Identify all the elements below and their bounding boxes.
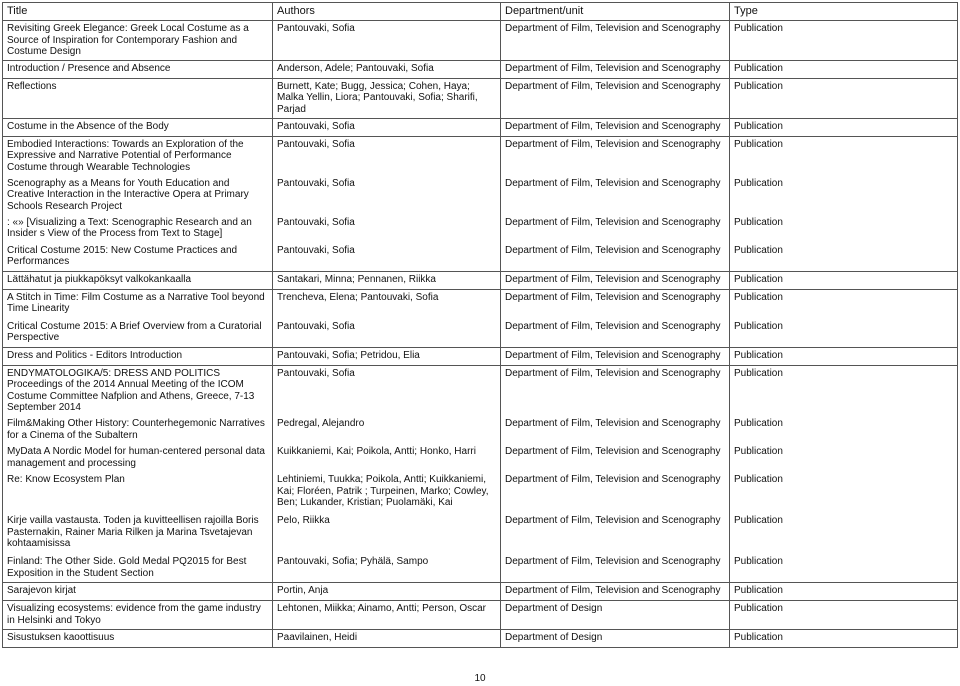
column-header-department: Department/unit: [501, 3, 730, 21]
cell-type: Publication: [730, 271, 958, 289]
cell-authors: Portin, Anja: [273, 582, 501, 600]
cell-authors: Pantouvaki, Sofia: [273, 319, 501, 348]
cell-department: Department of Film, Television and Scenography: [501, 319, 730, 348]
cell-department: Department of Film, Television and Scenography: [501, 472, 730, 513]
table-row: [3, 271, 958, 289]
table-header-row: [3, 3, 958, 21]
cell-title: Sarajevon kirjat: [3, 582, 273, 600]
cell-type: Publication: [730, 513, 958, 554]
cell-authors: Pantouvaki, Sofia: [273, 243, 501, 272]
cell-department: Department of Film, Television and Scenography: [501, 289, 730, 319]
cell-department: Department of Design: [501, 629, 730, 647]
cell-type: Publication: [730, 136, 958, 176]
cell-authors: Kuikkaniemi, Kai; Poikola, Antti; Honko, Harri: [273, 444, 501, 472]
cell-type: Publication: [730, 444, 958, 472]
table-row: [3, 289, 958, 319]
cell-type: Publication: [730, 60, 958, 78]
cell-department: Department of Film, Television and Scenography: [501, 554, 730, 583]
cell-department: Department of Film, Television and Scenography: [501, 21, 730, 61]
cell-type: Publication: [730, 215, 958, 243]
cell-authors: Lehtonen, Miikka; Ainamo, Antti; Person, Oscar: [273, 600, 501, 629]
table-row: [3, 215, 958, 243]
cell-title: Kirje vailla vastausta. Toden ja kuvitteellisen rajoilla Boris Pasternakin, Rainer Maria Rilken ja Marina Tsvetajevan kohtaamisissa: [3, 513, 273, 554]
cell-department: Department of Film, Television and Scenography: [501, 78, 730, 118]
cell-title: Critical Costume 2015: A Brief Overview from a Curatorial Perspective: [3, 319, 273, 348]
cell-department: Department of Film, Television and Scenography: [501, 444, 730, 472]
cell-authors: Burnett, Kate; Bugg, Jessica; Cohen, Haya; Malka Yellin, Liora; Pantouvaki, Sofia; Sharifi, Parjad: [273, 78, 501, 118]
cell-title: Visualizing ecosystems: evidence from the game industry in Helsinki and Tokyo: [3, 600, 273, 629]
cell-type: Publication: [730, 582, 958, 600]
cell-department: Department of Film, Television and Scenography: [501, 118, 730, 136]
cell-department: Department of Film, Television and Scenography: [501, 176, 730, 215]
table-row: [3, 319, 958, 348]
table-row: [3, 176, 958, 215]
cell-department: Department of Film, Television and Scenography: [501, 416, 730, 444]
publications-table: [2, 2, 958, 648]
cell-type: Publication: [730, 118, 958, 136]
cell-type: Publication: [730, 365, 958, 416]
cell-authors: Pantouvaki, Sofia: [273, 176, 501, 215]
cell-authors: Pedregal, Alejandro: [273, 416, 501, 444]
cell-authors: Pelo, Riikka: [273, 513, 501, 554]
cell-title: MyData A Nordic Model for human-centered personal data management and processing: [3, 444, 273, 472]
cell-authors: Pantouvaki, Sofia: [273, 118, 501, 136]
cell-type: Publication: [730, 347, 958, 365]
cell-title: Embodied Interactions: Towards an Exploration of the Expressive and Narrative Potential of Performance Costume through Wearable Technologies: [3, 136, 273, 176]
cell-type: Publication: [730, 472, 958, 513]
cell-type: Publication: [730, 416, 958, 444]
cell-authors: Pantouvaki, Sofia; Petridou, Elia: [273, 347, 501, 365]
cell-department: Department of Film, Television and Scenography: [501, 136, 730, 176]
cell-title: : «» [Visualizing a Text: Scenographic Research and an Insider s View of the Process from Text to Stage]: [3, 215, 273, 243]
cell-department: Department of Film, Television and Scenography: [501, 582, 730, 600]
cell-department: Department of Film, Television and Scenography: [501, 243, 730, 272]
cell-title: ENDYMATOLOGIKA/5: DRESS AND POLITICS Proceedings of the 2014 Annual Meeting of the ICOM Costume Committee Nafplion and Athens, Greece, 7-13 September 2014: [3, 365, 273, 416]
page-number: 10: [474, 673, 486, 684]
table-row: [3, 600, 958, 629]
cell-type: Publication: [730, 600, 958, 629]
cell-title: Critical Costume 2015: New Costume Practices and Performances: [3, 243, 273, 272]
table-row: [3, 472, 958, 513]
cell-title: Reflections: [3, 78, 273, 118]
cell-title: Introduction / Presence and Absence: [3, 60, 273, 78]
cell-title: Costume in the Absence of the Body: [3, 118, 273, 136]
cell-authors: Pantouvaki, Sofia; Pyhälä, Sampo: [273, 554, 501, 583]
cell-department: Department of Film, Television and Scenography: [501, 513, 730, 554]
cell-department: Department of Film, Television and Scenography: [501, 60, 730, 78]
cell-title: A Stitch in Time: Film Costume as a Narrative Tool beyond Time Linearity: [3, 289, 273, 319]
cell-title: Film&Making Other History: Counterhegemonic Narratives for a Cinema of the Subaltern: [3, 416, 273, 444]
table-row: [3, 416, 958, 444]
cell-title: Re: Know Ecosystem Plan: [3, 472, 273, 513]
table-row: [3, 365, 958, 416]
cell-type: Publication: [730, 21, 958, 61]
table-row: [3, 582, 958, 600]
table-row: [3, 444, 958, 472]
cell-department: Department of Film, Television and Scenography: [501, 365, 730, 416]
cell-title: Scenography as a Means for Youth Education and Creative Interaction in the Interactive Opera at Primary Schools Research Project: [3, 176, 273, 215]
cell-authors: Lehtiniemi, Tuukka; Poikola, Antti; Kuikkaniemi, Kai; Floréen, Patrik ; Turpeinen, Marko; Cowley, Ben; Lukander, Kristian; Puolamäki, Kai: [273, 472, 501, 513]
table-row: [3, 118, 958, 136]
cell-authors: Pantouvaki, Sofia: [273, 365, 501, 416]
column-header-authors: Authors: [273, 3, 501, 21]
column-header-title: Title: [3, 3, 273, 21]
cell-title: Finland: The Other Side. Gold Medal PQ2015 for Best Exposition in the Student Section: [3, 554, 273, 583]
cell-type: Publication: [730, 78, 958, 118]
cell-type: Publication: [730, 289, 958, 319]
cell-authors: Anderson, Adele; Pantouvaki, Sofia: [273, 60, 501, 78]
cell-type: Publication: [730, 554, 958, 583]
cell-department: Department of Film, Television and Scenography: [501, 215, 730, 243]
table-row: [3, 60, 958, 78]
table-row: [3, 629, 958, 647]
cell-type: Publication: [730, 176, 958, 215]
cell-title: Lättähatut ja piukkapöksyt valkokankaalla: [3, 271, 273, 289]
cell-type: Publication: [730, 319, 958, 348]
table-row: [3, 243, 958, 272]
cell-title: Dress and Politics - Editors Introduction: [3, 347, 273, 365]
cell-authors: Santakari, Minna; Pennanen, Riikka: [273, 271, 501, 289]
table-row: [3, 78, 958, 118]
cell-department: Department of Design: [501, 600, 730, 629]
cell-type: Publication: [730, 243, 958, 272]
table-row: [3, 513, 958, 554]
table-row: [3, 347, 958, 365]
table-row: [3, 136, 958, 176]
cell-authors: Pantouvaki, Sofia: [273, 21, 501, 61]
cell-type: Publication: [730, 629, 958, 647]
cell-authors: Pantouvaki, Sofia: [273, 215, 501, 243]
cell-authors: Pantouvaki, Sofia: [273, 136, 501, 176]
cell-authors: Paavilainen, Heidi: [273, 629, 501, 647]
column-header-type: Type: [730, 3, 958, 21]
cell-title: Sisustuksen kaoottisuus: [3, 629, 273, 647]
cell-department: Department of Film, Television and Scenography: [501, 347, 730, 365]
table-row: [3, 554, 958, 583]
cell-title: Revisiting Greek Elegance: Greek Local Costume as a Source of Inspiration for Contemporary Fashion and Costume Design: [3, 21, 273, 61]
cell-department: Department of Film, Television and Scenography: [501, 271, 730, 289]
cell-authors: Trencheva, Elena; Pantouvaki, Sofia: [273, 289, 501, 319]
table-row: [3, 21, 958, 61]
